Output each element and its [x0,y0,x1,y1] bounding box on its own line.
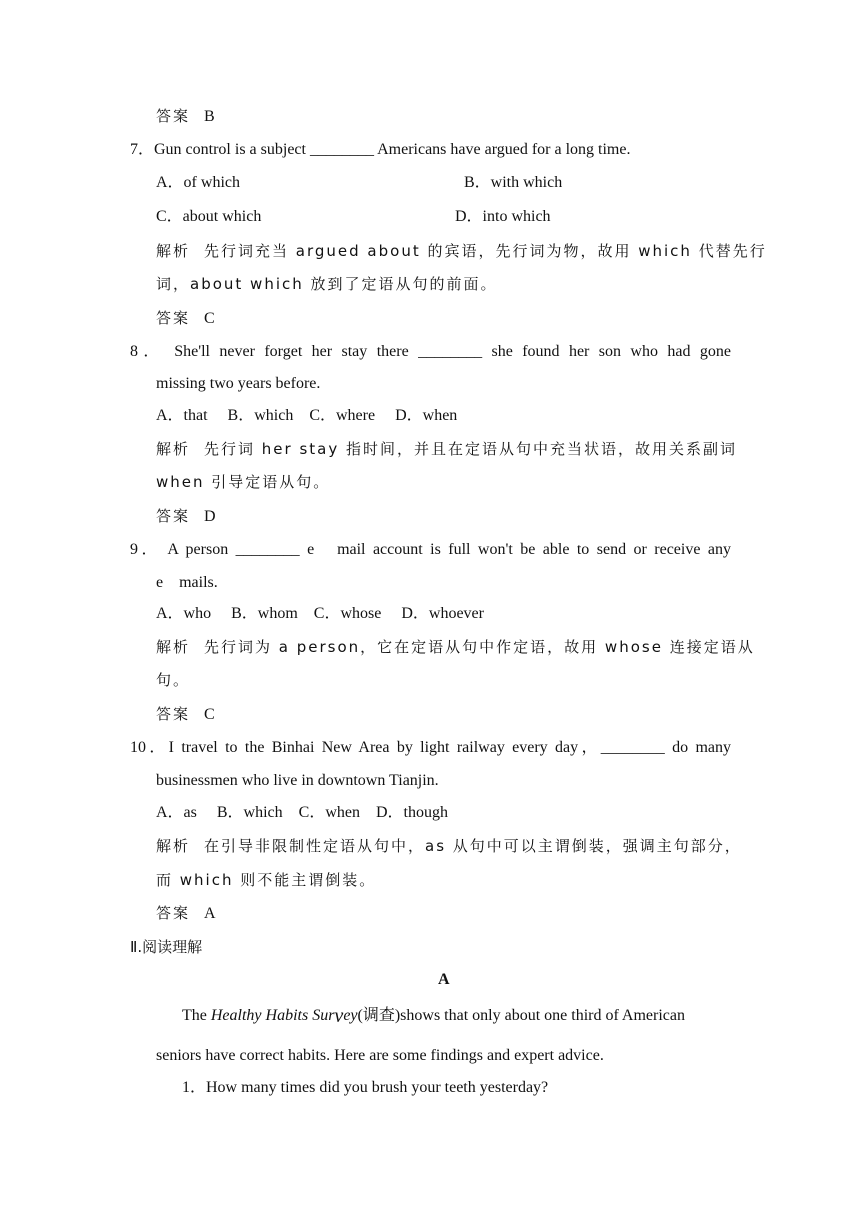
q9-answer: 答案 C [156,705,215,723]
q6-answer-value: B [204,108,215,125]
q6-answer: 答案 B [156,107,215,125]
q7-analysis-line1: 解析 先行词充当 argued about 的宾语，先行词为物，故用 which 代替先行 [156,242,767,260]
passage-question-1: 1．How many times did you brush your teeth yesterday? [182,1079,549,1096]
q10-stem-line2: businessmen who live in downtown Tianjin. [156,772,439,789]
q10-analysis-line2: 而 which 则不能主谓倒装。 [156,871,377,889]
q7-option-d: D．into which [455,208,551,225]
q9-stem-line2: e mails. [156,574,218,591]
q7-option-a: A．of which [156,174,240,191]
q10-stem-line1: 10．I travel to the Binhai New Area by light railway every day，________ do many [130,739,732,756]
q7-stem: 7．Gun control is a subject ________ Americans have argued for a long time. [130,141,631,158]
q7-analysis-line2: 词，about which 放到了定语从句的前面。 [156,275,498,293]
q8-analysis-line2: when 引导定语从句。 [156,473,331,491]
q9-stem-line1: 9． A person ________ e mail account is full won't be able to send or receive any [130,541,732,558]
q8-stem-line2: missing two years before. [156,375,321,392]
q8-answer: 答案 D [156,507,216,525]
q8-options: A．that B．which C．where D．when [156,407,458,424]
q8-stem-line1: 8． She'll never forget her stay there ________ she found her son who had gone [130,343,731,360]
passage-paragraph-line1: The Healthy Habits Survey(调查)shows that only about one third of American [182,1005,686,1027]
q8-analysis-line1: 解析 先行词 her stay 指时间，并且在定语从句中充当状语，故用关系副词 [156,440,737,458]
q9-analysis-line2: 句。 [156,671,191,689]
passage-paragraph-line2: seniors have correct habits. Here are some findings and expert advice. [156,1047,604,1064]
passage-title: A [438,971,450,988]
q9-analysis-line1: 解析 先行词为 a person，它在定语从句中作定语，故用 whose 连接定语从 [156,638,755,656]
q10-options: A．as B．which C．when D．though [156,804,448,821]
q7-option-c: C．about which [156,208,262,225]
q10-answer: 答案 A [156,904,216,922]
q7-answer: 答案 C [156,309,215,327]
section-heading: Ⅱ.阅读理解 [130,938,203,956]
q7-option-b: B．with which [464,174,563,191]
q9-options: A．who B．whom C．whose D．whoever [156,605,484,622]
q10-analysis-line1: 解析 在引导非限制性定语从句中，as 从句中可以主谓倒装，强调主句部分， [156,837,742,855]
